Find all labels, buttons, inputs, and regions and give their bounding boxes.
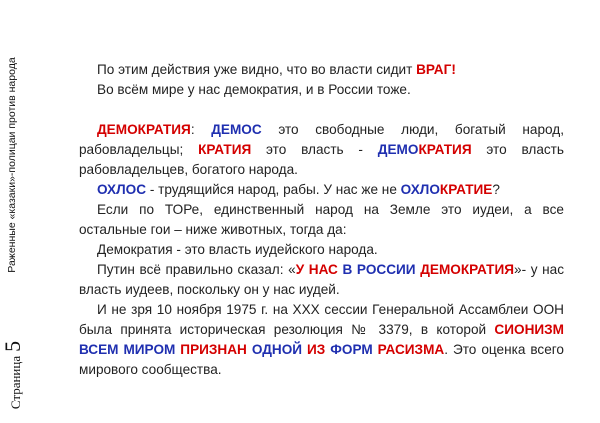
highlighted-term-red: КРАТИЯ xyxy=(418,142,472,157)
highlighted-term-blue: ДЕМО xyxy=(377,142,419,157)
text-run: . Это оценка всего мирового сообщества. xyxy=(79,342,564,377)
text-run: ? xyxy=(492,182,500,197)
paragraph-p3 xyxy=(79,120,564,180)
text-run: Во всём мире у нас демократия, и в России тоже. xyxy=(97,82,411,97)
paragraph-p4 xyxy=(79,180,564,200)
side-header xyxy=(0,0,24,423)
paragraph-p5 xyxy=(79,200,564,240)
highlighted-term-red: ПРИЗНАН xyxy=(180,342,252,357)
highlighted-term-red: ИЗ xyxy=(307,342,331,357)
highlighted-term-red: ДЕМОКРАТИЯ xyxy=(97,122,191,137)
paragraph-p6 xyxy=(79,240,564,260)
highlighted-term-blue: ВСЕМ МИРОМ xyxy=(79,342,181,357)
text-run: По этим действия уже видно, что во власти сидит xyxy=(97,62,417,77)
text-run: Демократия - это власть иудейского народа. xyxy=(97,242,378,257)
text-run: Путин всё правильно сказал: « xyxy=(97,262,296,277)
text-run: это власть рабовладельцев, богатого народа. xyxy=(79,142,564,177)
text-run: - трудящийся народ, рабы. У нас же не xyxy=(146,182,401,197)
highlighted-term-red: КРАТИЕ xyxy=(439,182,493,197)
highlighted-term-red: ВРАГ! xyxy=(416,62,456,77)
text-run: это свободные люди, богатый народ, рабовладельцы; xyxy=(79,122,564,157)
highlighted-term-blue: ОДНОЙ xyxy=(251,342,308,357)
text-run: Если по ТОРе, единственный народ на Земле это иудеи, а все остальные гои – ниже животных, тогда да: xyxy=(79,202,564,237)
text-run: : xyxy=(190,122,212,137)
text-run: И не зря 10 ноября 1975 г. на XXX сессии Генеральной Ассамблеи ООН была принята историческая резолюция № 3379, в которой xyxy=(79,302,564,337)
highlighted-term-red: РАСИЗМА xyxy=(377,342,445,357)
highlighted-term-blue: ОХЛО xyxy=(400,182,440,197)
page-number: 5 xyxy=(0,340,25,352)
highlighted-term-red: КРАТИЯ xyxy=(198,142,252,157)
text-run: это власть - xyxy=(251,142,378,157)
paragraph-p8 xyxy=(79,300,564,380)
text-run: »- у нас власть иудеев, поскольку он у нас иудей. xyxy=(79,262,564,297)
page-label: Страница xyxy=(8,355,23,410)
highlighted-term-blue: ДЕМОС xyxy=(211,122,262,137)
paragraph-p2 xyxy=(79,80,564,100)
highlighted-term-red: У НАС xyxy=(295,262,343,277)
highlighted-term-red: ДЕМОКРАТИЯ xyxy=(420,262,515,277)
highlighted-term-blue: ФОРМ xyxy=(330,342,378,357)
highlighted-term-red: СИОНИЗМ xyxy=(494,322,564,337)
highlighted-term-blue: В РОССИИ xyxy=(342,262,421,277)
page-indicator xyxy=(0,341,26,409)
document-body xyxy=(79,60,564,380)
paragraph-p1 xyxy=(79,60,564,80)
document-running-title: Раженные «казаки»-полицаи против народа xyxy=(6,57,18,273)
paragraph-p7 xyxy=(79,260,564,300)
highlighted-term-blue: ОХЛОС xyxy=(97,182,147,197)
